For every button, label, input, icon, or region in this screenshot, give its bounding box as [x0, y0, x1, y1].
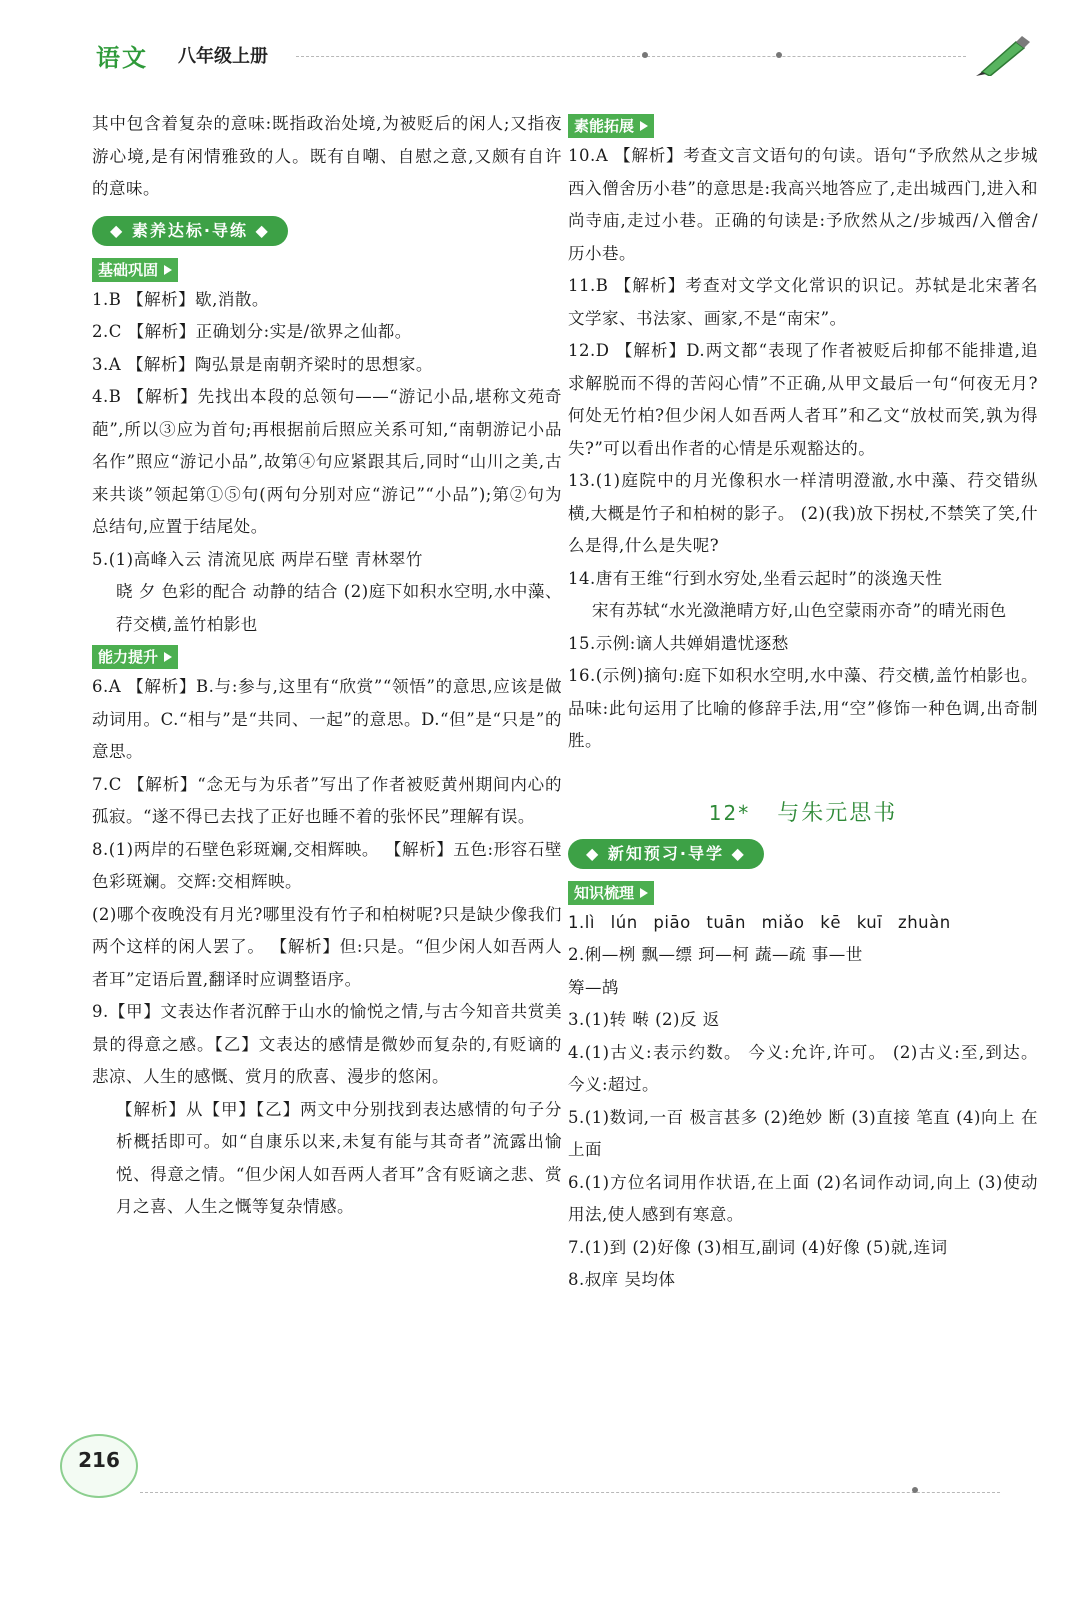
answer-analysis: 【解析】从【甲】【乙】两文中分别找到表达感情的句子分析概括即可。如“自康乐以来,未复有能与其奇者”流露出愉悦、得意之情。“但少闲人如吾两人者耳”含有贬谪之悲、赏月之喜、人生之慨等复杂情感。	[116, 1099, 562, 1216]
answer-item: 4.(1)古义:表示约数。 今义:允许,许可。 (2)古义:至,到达。 今义:超过。	[568, 1042, 1038, 1094]
footer-divider	[140, 1492, 1000, 1493]
section-banner-suyang: ◆ 素养达标·导练 ◆	[92, 216, 288, 246]
section-banner-xinzhi: ◆ 新知预习·导学 ◆	[568, 839, 764, 869]
label-nengli: 能力提升	[92, 645, 178, 669]
lesson-title	[568, 796, 1038, 827]
label-suneng: 素能拓展	[568, 114, 654, 138]
subject-title: 语文	[96, 44, 148, 72]
page-header	[96, 36, 1036, 76]
answer-item-continued: 晓 夕 色彩的配合 动静的结合 (2)庭下如积水空明,水中藻、荇交横,盖竹柏影也	[116, 582, 562, 634]
answer-item: 13.(1)庭院中的月光像积水一样清明澄澈,水中藻、荇交错纵横,大概是竹子和柏树的影子。 (2)(我)放下拐杖,不禁笑了笑,什么是得,什么是失呢?	[568, 471, 1038, 555]
grade-label: 八年级上册	[178, 46, 268, 67]
page-footer	[60, 1428, 1010, 1508]
header-dot	[776, 52, 782, 58]
pinyin-answers: 1.lì lún piāo tuān miǎo kē kuī zhuàn	[568, 912, 951, 932]
answer-item: 6.A 【解析】B.与:参与,这里有“欣赏”“领悟”的意思,应该是做动词用。C.“相与”是“共同、一起”的意思。D.“但”是“只是”的意思。	[92, 677, 562, 761]
answer-item: 14.唐有王维“行到水穷处,坐看云起时”的淡逸天性	[568, 568, 943, 588]
answer-item: 4.B 【解析】先找出本段的总领句——“游记小品,堪称文苑奇葩”,所以③应为首句;再根据前后照应关系可知,“南朝游记小品名作”照应“游记小品”,故第④句应紧跟其后,同时“山川之美,古来共谈”领起第①⑤句(两句分别对应“游记”“小品”);第②句为总结句,应置于结尾处。	[92, 387, 562, 536]
page-number: 216	[78, 1448, 120, 1472]
answer-item: 5.(1)高峰入云 清流见底 两岸石壁 青林翠竹	[92, 549, 423, 569]
answer-item: 7.C 【解析】“念无与为乐者”写出了作者被贬黄州期间内心的孤寂。“遂不得已去找了正好也睡不着的张怀民”理解有误。	[92, 774, 562, 826]
left-column	[92, 108, 562, 1224]
answer-item: 1.B 【解析】歇,消散。	[92, 289, 269, 309]
answer-item: 8.(1)两岸的石壁色彩斑斓,交相辉映。 【解析】五色:形容石壁色彩斑斓。交辉:交相辉映。	[92, 839, 562, 891]
answer-item: 3.A 【解析】陶弘景是南朝齐梁时的思想家。	[92, 354, 433, 374]
right-column	[568, 108, 1038, 1297]
label-jichu: 基础巩固	[92, 258, 178, 282]
header-divider	[296, 56, 966, 57]
answer-item: 7.(1)到 (2)好像 (3)相互,副词 (4)好像 (5)就,连词	[568, 1237, 948, 1257]
answer-item: 16.(示例)摘句:庭下如积水空明,水中藻、荇交横,盖竹柏影也。品味:此句运用了比喻的修辞手法,用“空”修饰一种色调,出奇制胜。	[568, 666, 1038, 750]
lesson-number: 12*	[708, 800, 751, 825]
intro-paragraph: 其中包含着复杂的意味:既指政治处境,为被贬后的闲人;又指夜游心境,是有闲情雅致的人。既有自嘲、自慰之意,又颇有自许的意味。	[92, 114, 562, 198]
footer-dot	[912, 1487, 918, 1493]
answer-item-continued: 宋有苏轼“水光潋滟晴方好,山色空蒙雨亦奇”的晴光雨色	[592, 601, 1007, 620]
answer-item: 2.C 【解析】正确划分:实是/欲界之仙都。	[92, 322, 412, 341]
answer-item: 12.D 【解析】D.两文都“表现了作者被贬后抑郁不能排遣,追求解脱而不得的苦闷心情”不正确,从甲文最后一句“何夜无月?何处无竹柏?但少闲人如吾两人者耳”和乙文“放杖而笑,孰为得失?”可以看出作者的心情是乐观豁达的。	[568, 341, 1038, 458]
label-zhishi: 知识梳理	[568, 881, 654, 905]
answer-item: 8.叔庠 吴均体	[568, 1270, 676, 1289]
answer-item: 9.【甲】文表达作者沉醉于山水的愉悦之情,与古今知音共赏美景的得意之感。【乙】文表达的感情是微妙而复杂的,有贬谪的悲凉、人生的感慨、赏月的欣喜、漫步的悠闲。	[92, 1002, 562, 1086]
answer-item: 10.A 【解析】考查文言文语句的句读。语句“予欣然从之步城西入僧舍历小巷”的意思是:我高兴地答应了,走出城西门,进入和尚寺庙,走过小巷。正确的句读是:予欣然从之/步城西/入僧舍/历小巷。	[568, 146, 1038, 263]
pen-icon	[972, 36, 1032, 76]
lesson-name: 与朱元思书	[777, 800, 898, 826]
answer-item: 11.B 【解析】考查对文学文化常识的识记。苏轼是北宋著名文学家、书法家、画家,不是“南宋”。	[568, 276, 1038, 328]
header-dot	[642, 52, 648, 58]
answer-item: 15.示例:谪人共婵娟遣忧逐愁	[568, 633, 789, 653]
answer-item: (2)哪个夜晚没有月光?哪里没有竹子和柏树呢?只是缺少像我们两个这样的闲人罢了。 【解析】但:只是。“但少闲人如吾两人者耳”定语后置,翻译时应调整语序。	[92, 904, 562, 989]
answer-item: 3.(1)转 啭 (2)反 返	[568, 1010, 720, 1029]
answer-item: 2.俐—栵 飘—缥 珂—柯 蔬—疏 事—世	[568, 945, 863, 964]
answer-item: 筹—鸪	[568, 977, 619, 997]
answer-item: 6.(1)方位名词用作状语,在上面 (2)名词作动词,向上 (3)使动用法,使人感到有寒意。	[568, 1172, 1038, 1224]
answer-item: 5.(1)数词,一百 极言甚多 (2)绝妙 断 (3)直接 笔直 (4)向上 在上面	[568, 1107, 1038, 1159]
